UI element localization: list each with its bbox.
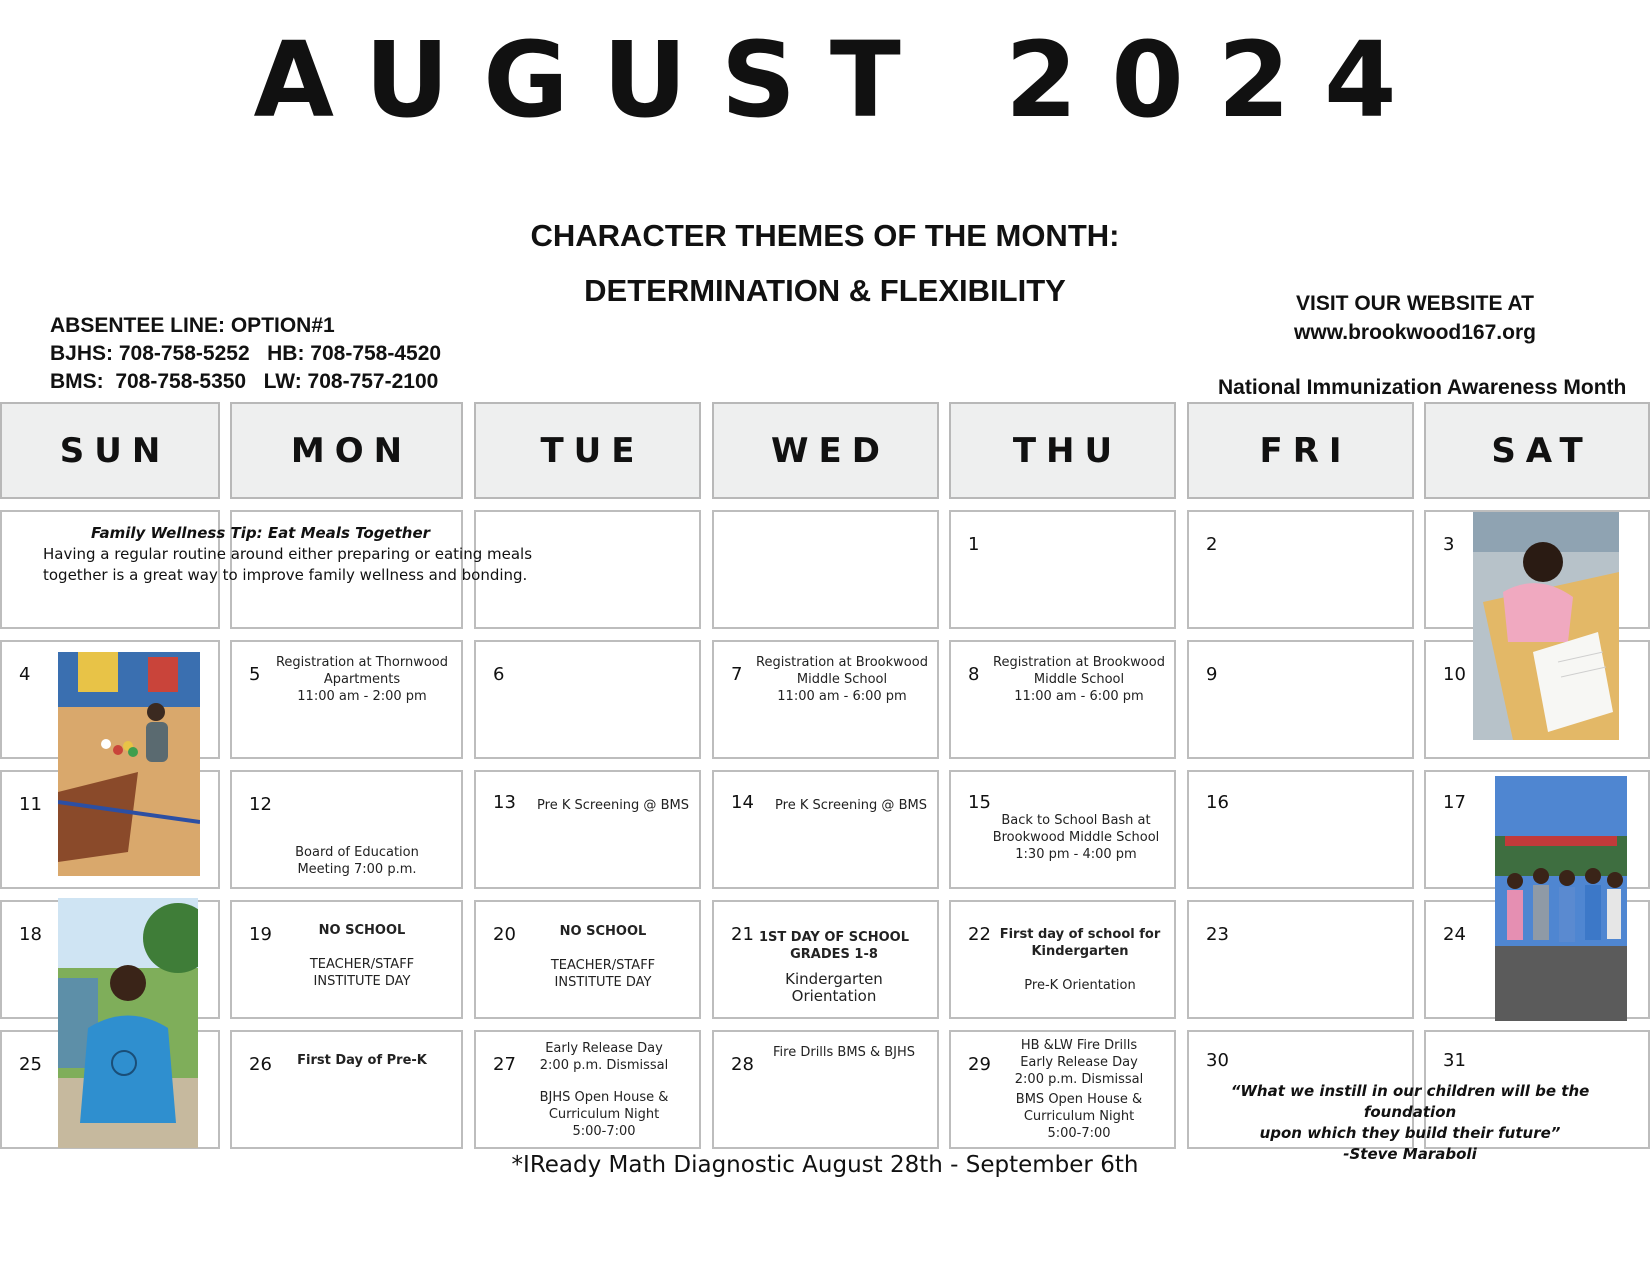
event-line: INSTITUTE DAY — [313, 974, 411, 989]
calendar-cell-aug-20 — [474, 900, 701, 1019]
date-number: 17 — [1443, 792, 1466, 813]
event-line: GRADES 1-8 — [790, 947, 878, 962]
date-number: 18 — [19, 924, 42, 945]
day-header-sat: SAT — [1424, 402, 1650, 499]
absentee-phones-2: BMS: 708-758-5350 LW: 708-757-2100 — [50, 370, 439, 393]
event-line: Curriculum Night — [1023, 1109, 1135, 1124]
date-number: 2 — [1206, 534, 1218, 555]
event-line: First day of school for — [999, 927, 1161, 942]
event-line: BJHS Open House & — [539, 1090, 669, 1105]
calendar-cell-aug-19 — [230, 900, 463, 1019]
day-header-sun: SUN — [0, 402, 220, 499]
website-info — [1240, 289, 1590, 347]
quote-line-2: upon which they build their future” — [1259, 1124, 1561, 1142]
date-number: 10 — [1443, 664, 1466, 685]
quote-line-1: “What we instill in our children will be the foundation — [1230, 1082, 1590, 1121]
date-number: 5 — [249, 664, 261, 685]
event-registration-brookwood — [987, 654, 1171, 705]
date-number: 14 — [731, 792, 754, 813]
website-label: VISIT OUR WEBSITE AT — [1295, 292, 1534, 315]
photo-students-playground — [1495, 776, 1627, 1021]
calendar-cell-aug-8 — [949, 640, 1176, 759]
event-registration-thornwood — [272, 654, 452, 705]
event-line: 1ST DAY OF SCHOOL — [759, 930, 909, 945]
event-line: Registration at Brookwood — [756, 655, 928, 670]
date-number: 23 — [1206, 924, 1229, 945]
calendar-cell-aug-26 — [230, 1030, 463, 1149]
event-no-school — [277, 922, 447, 990]
event-line: 11:00 am - 6:00 pm — [777, 689, 907, 704]
date-number: 22 — [968, 924, 991, 945]
event-line: Back to School Bash at — [1001, 813, 1151, 828]
calendar-cell-aug-5 — [230, 640, 463, 759]
event-line: BMS Open House & — [1015, 1092, 1143, 1107]
date-number: 27 — [493, 1054, 516, 1075]
day-header-thu: THU — [949, 402, 1176, 499]
tip-heading: Family Wellness Tip: Eat Meals Together — [90, 524, 431, 542]
calendar-cell-aug-22 — [949, 900, 1176, 1019]
website-url[interactable]: www.brookwood167.org — [1294, 321, 1536, 344]
photo-student-writing — [1473, 512, 1619, 740]
event-line: 1:30 pm - 4:00 pm — [1015, 847, 1137, 862]
event-line: NO SCHOOL — [318, 923, 406, 938]
date-number: 9 — [1206, 664, 1218, 685]
event-kindergarten-first-day — [989, 926, 1171, 994]
event-line: INSTITUTE DAY — [554, 975, 652, 990]
calendar-cell-aug-14 — [712, 770, 939, 889]
date-number: 4 — [19, 664, 31, 685]
calendar-cell-aug-29 — [949, 1030, 1176, 1149]
calendar-cell-aug-9 — [1187, 640, 1414, 759]
calendar-cell-aug-13 — [474, 770, 701, 889]
event-fire-drills: Fire Drills BMS & BJHS — [773, 1045, 915, 1060]
day-header-tue: TUE — [474, 402, 701, 499]
date-number: 31 — [1443, 1050, 1466, 1071]
event-early-release-open-house — [518, 1040, 690, 1140]
calendar-cell-aug-1 — [949, 510, 1176, 629]
quote-author: -Steve Maraboli — [1343, 1145, 1477, 1163]
date-number: 28 — [731, 1054, 754, 1075]
calendar-cell-aug-2 — [1187, 510, 1414, 629]
event-line: Early Release Day — [545, 1041, 663, 1056]
calendar-cell-aug-28 — [712, 1030, 939, 1149]
event-line: 11:00 am - 2:00 pm — [297, 689, 427, 704]
date-number: 29 — [968, 1054, 991, 1075]
event-board-meeting — [272, 844, 442, 878]
event-no-school — [518, 923, 688, 991]
calendar-cell-aug-23 — [1187, 900, 1414, 1019]
absentee-heading: ABSENTEE LINE: OPTION#1 — [50, 314, 335, 337]
event-first-day-prek: First Day of Pre-K — [297, 1053, 427, 1068]
calendar-cell-aug-21 — [712, 900, 939, 1019]
date-number: 21 — [731, 924, 754, 945]
event-prek-screening: Pre K Screening @ BMS — [775, 798, 927, 813]
theme-values: DETERMINATION & FLEXIBILITY — [584, 273, 1066, 308]
event-prek-screening: Pre K Screening @ BMS — [537, 798, 689, 813]
date-number: 3 — [1443, 534, 1455, 555]
event-back-to-school-bash — [981, 812, 1171, 863]
date-number: 1 — [968, 534, 980, 555]
event-line: Kindergarten Orientation — [785, 970, 883, 1005]
event-line: Curriculum Night — [548, 1107, 660, 1122]
event-line: HB &LW Fire Drills — [1020, 1038, 1138, 1053]
calendar-cell-aug-16 — [1187, 770, 1414, 889]
event-line: Kindergarten — [1031, 944, 1129, 959]
day-header-mon: MON — [230, 402, 463, 499]
event-line: 11:00 am - 6:00 pm — [1014, 689, 1144, 704]
event-registration-brookwood — [752, 654, 932, 705]
event-line: Pre-K Orientation — [1024, 978, 1136, 993]
calendar-cell-aug-27 — [474, 1030, 701, 1149]
event-line: 5:00-7:00 — [1047, 1126, 1111, 1141]
absentee-phones-1: BJHS: 708-758-5252 HB: 708-758-4520 — [50, 342, 442, 365]
event-line: 5:00-7:00 — [572, 1124, 636, 1139]
theme-heading: CHARACTER THEMES OF THE MONTH: — [530, 218, 1120, 253]
footer-note: *IReady Math Diagnostic August 28th - September 6th — [511, 1152, 1139, 1178]
calendar-cell-aug-7 — [712, 640, 939, 759]
date-number: 26 — [249, 1054, 272, 1075]
calendar-cell-aug-15 — [949, 770, 1176, 889]
event-line: Middle School — [796, 672, 888, 687]
date-number: 19 — [249, 924, 272, 945]
date-number: 20 — [493, 924, 516, 945]
date-number: 25 — [19, 1054, 42, 1075]
date-number: 24 — [1443, 924, 1466, 945]
absentee-info — [50, 312, 441, 396]
event-line: Brookwood Middle School — [992, 830, 1160, 845]
event-line: Meeting 7:00 p.m. — [297, 862, 417, 877]
event-fire-drills-open-house — [989, 1037, 1169, 1142]
day-header-wed: WED — [712, 402, 939, 499]
event-line: Registration at Brookwood — [993, 655, 1165, 670]
awareness-month: National Immunization Awareness Month — [1218, 376, 1627, 399]
date-number: 6 — [493, 664, 505, 685]
calendar-cell-aug-12 — [230, 770, 463, 889]
event-line: Board of Education — [295, 845, 419, 860]
event-line: TEACHER/STAFF — [309, 957, 415, 972]
date-number: 12 — [249, 794, 272, 815]
event-line: Middle School — [1033, 672, 1125, 687]
date-number: 7 — [731, 664, 743, 685]
date-number: 15 — [968, 792, 991, 813]
event-line: Registration at Thornwood — [275, 655, 448, 670]
event-line: TEACHER/STAFF — [550, 958, 656, 973]
date-number: 30 — [1206, 1050, 1229, 1071]
date-number: 13 — [493, 792, 516, 813]
calendar-cell-aug-6 — [474, 640, 701, 759]
date-number: 11 — [19, 794, 42, 815]
event-first-day-school — [744, 929, 924, 1005]
event-line: Early Release Day — [1020, 1055, 1138, 1070]
event-line: NO SCHOOL — [559, 924, 647, 939]
family-wellness-tip — [43, 523, 553, 586]
calendar-cell-empty — [712, 510, 939, 629]
page-title: AUGUST 2024 — [253, 19, 1431, 141]
date-number: 16 — [1206, 792, 1229, 813]
photo-gym-bowling — [58, 652, 200, 876]
photo-student-outdoors — [58, 898, 198, 1148]
event-line: 2:00 p.m. Dismissal — [539, 1058, 669, 1073]
tip-body: Having a regular routine around either preparing or eating meals together is a great way to improve family wellness and bonding. — [43, 545, 533, 584]
quote — [1195, 1081, 1625, 1165]
event-line: 2:00 p.m. Dismissal — [1014, 1072, 1144, 1087]
event-line: Apartments — [323, 672, 401, 687]
date-number: 8 — [968, 664, 980, 685]
day-header-fri: FRI — [1187, 402, 1414, 499]
